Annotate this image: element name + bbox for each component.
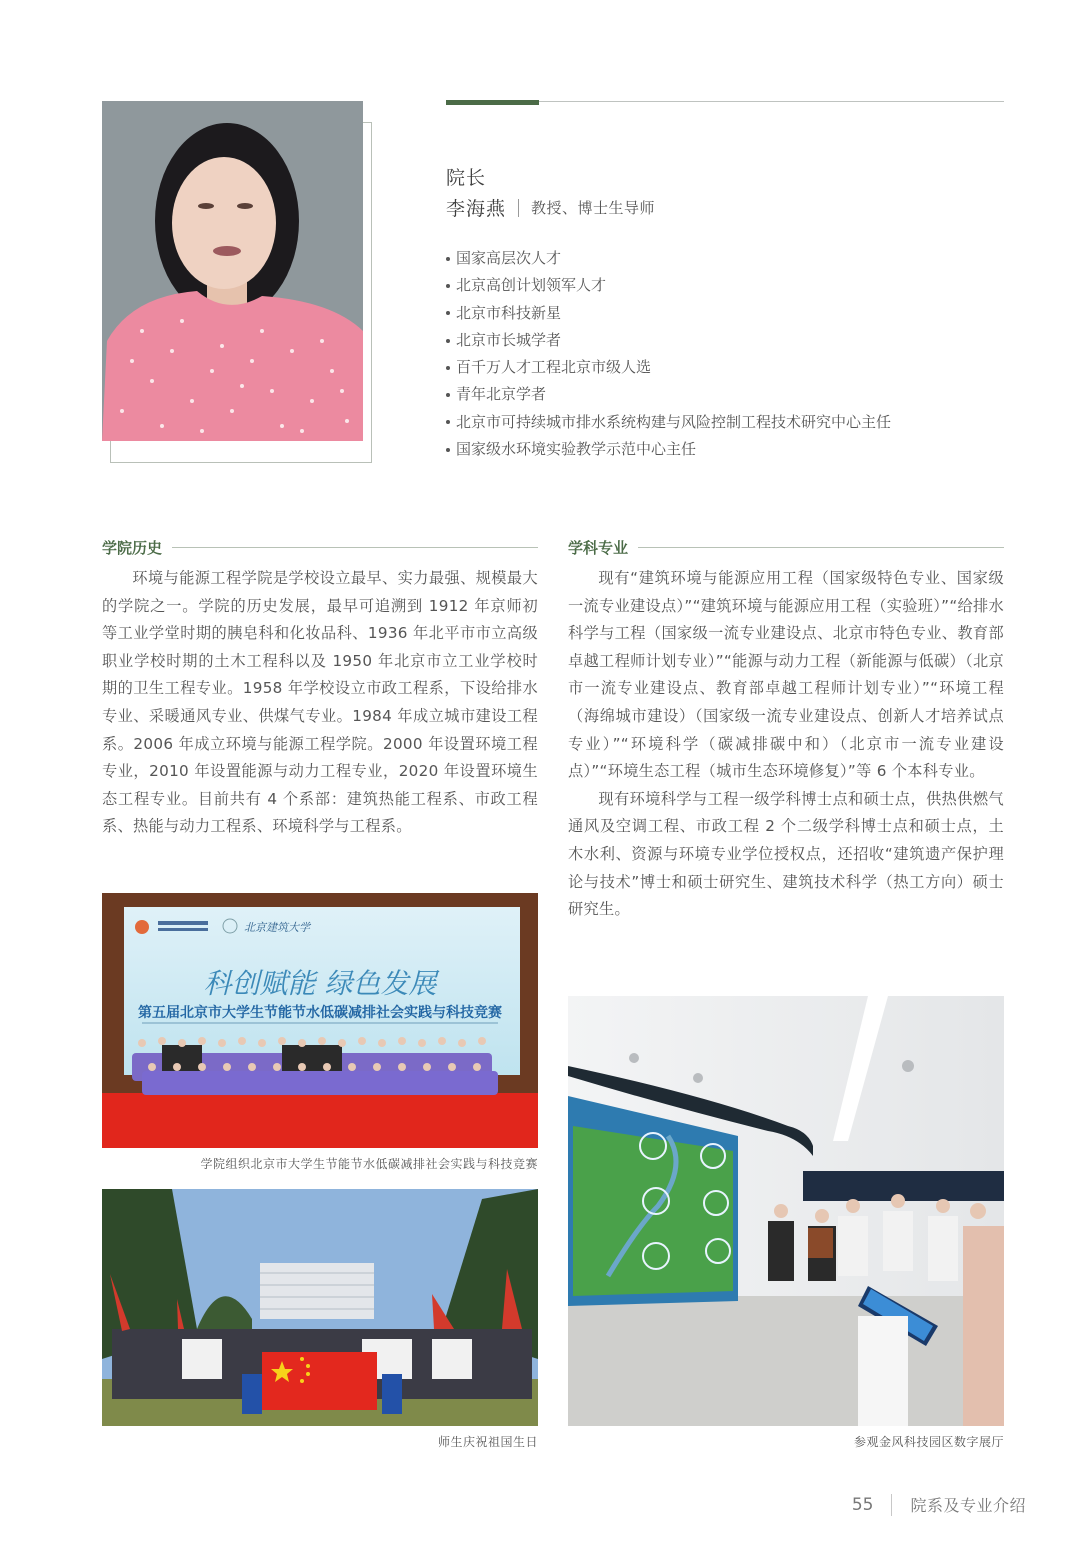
footer-section-title: 院系及专业介绍 — [910, 1496, 1026, 1515]
history-section-heading — [102, 537, 538, 558]
bullet-icon — [446, 420, 450, 424]
bullet-icon — [446, 448, 450, 452]
honor-item: 北京市长城学者 — [446, 327, 891, 354]
page-number: 55 — [851, 1494, 874, 1515]
dean-portrait-photo — [102, 101, 363, 441]
name-title-separator — [518, 199, 519, 217]
dean-role: 院长 — [446, 167, 487, 189]
honor-item: 国家级水环境实验教学示范中心主任 — [446, 436, 891, 463]
history-body — [102, 565, 538, 841]
history-heading-text: 学院历史 — [102, 539, 163, 557]
banner-title: 第五届北京市大学生节能节水低碳减排社会实践与科技竞赛 — [138, 1005, 502, 1021]
banner-logo-text: 北京建筑大学 — [244, 921, 310, 934]
bullet-icon — [446, 393, 450, 397]
footer-separator — [891, 1494, 892, 1516]
digital-exhibition-hall-photo — [568, 996, 1004, 1426]
majors-paragraph: 现有“建筑环境与能源应用工程（国家级特色专业、国家级一流专业建设点）”“建筑环境与能源应用工程（实验班）”“给排水科学与工程（国家级一流专业建设点、北京市特色专业、教育部卓越工程师计划专业）”“能源与动力工程（新能源与低碳）（北京市一流专业建设点、教育部卓越工程师计划专业）”“环境工程（海绵城市建设）（国家级一流专业建设点、创新人才培养试点专业）”“环境科学（碳减排碳中和）（北京市一流专业建设点）”“环境生态工程（城市生态环境修复）”等 6 个本科专业。 — [568, 569, 1004, 781]
competition-photo-caption: 学院组织北京市大学生节能节水低碳减排社会实践与科技竞赛 — [200, 1157, 538, 1171]
bullet-icon — [446, 284, 450, 288]
flag-photo-caption: 师生庆祝祖国生日 — [437, 1435, 538, 1449]
bullet-icon — [446, 366, 450, 370]
history-paragraph: 环境与能源工程学院是学校设立最早、实力最强、规模最大的学院之一。学院的历史发展，最早可追溯到 1912 年京师初等工业学堂时期的胰皂科和化妆品科、1936 年北平市市立高级职业学校时期的土木工程科以及 1950 年北京市立工业学校时期的卫生工程专业。1958 年学校设立市政工程系，下设给排水专业、采暖通风专业、供煤气专业。1984 年成立城市建设工程系。2006 年成立环境与能源工程学院。2000 年设置环境工程专业，2010 年设置能源与动力工程专业，2020 年设置环境生态工程专业。目前共有 4 个系部：建筑热能工程系、市政工程系、热能与动力工程系、环境科学与工程系。 — [102, 569, 538, 836]
banner-slogan: 科创赋能 绿色发展 — [203, 967, 437, 1000]
dean-name-line — [446, 194, 655, 221]
heading-rule — [638, 547, 1004, 548]
majors-paragraph: 现有环境科学与工程一级学科博士点和硕士点，供热供燃气通风及空调工程、市政工程 2 个二级学科博士点和硕士点，土木水利、资源与环境专业学位授权点，还招收“建筑遗产保护理论与技术”博士和硕士研究生、建筑技术科学（热工方向）硕士研究生。 — [568, 789, 1004, 919]
majors-body — [568, 565, 1004, 924]
heading-rule — [172, 547, 538, 548]
honor-item: 北京高创计划领军人才 — [446, 272, 891, 299]
page-footer — [852, 1493, 1026, 1516]
honor-item: 百千万人才工程北京市级人选 — [446, 354, 891, 381]
majors-section-heading — [568, 537, 1004, 558]
flag-celebration-photo — [102, 1189, 538, 1426]
majors-heading-text: 学科专业 — [568, 539, 629, 557]
competition-group-photo — [102, 893, 538, 1148]
bullet-icon — [446, 311, 450, 315]
bullet-icon — [446, 257, 450, 261]
top-divider-accent — [446, 100, 539, 105]
dean-name: 李海燕 — [446, 198, 507, 220]
dean-title: 教授、博士生导师 — [531, 199, 656, 217]
honor-item: 国家高层次人才 — [446, 245, 891, 272]
honor-item: 北京市科技新星 — [446, 300, 891, 327]
dean-honors-list — [446, 245, 891, 463]
honor-item: 北京市可持续城市排水系统构建与风险控制工程技术研究中心主任 — [446, 409, 891, 436]
honor-item: 青年北京学者 — [446, 381, 891, 408]
hall-photo-caption: 参观金风科技园区数字展厅 — [853, 1435, 1004, 1449]
bullet-icon — [446, 339, 450, 343]
